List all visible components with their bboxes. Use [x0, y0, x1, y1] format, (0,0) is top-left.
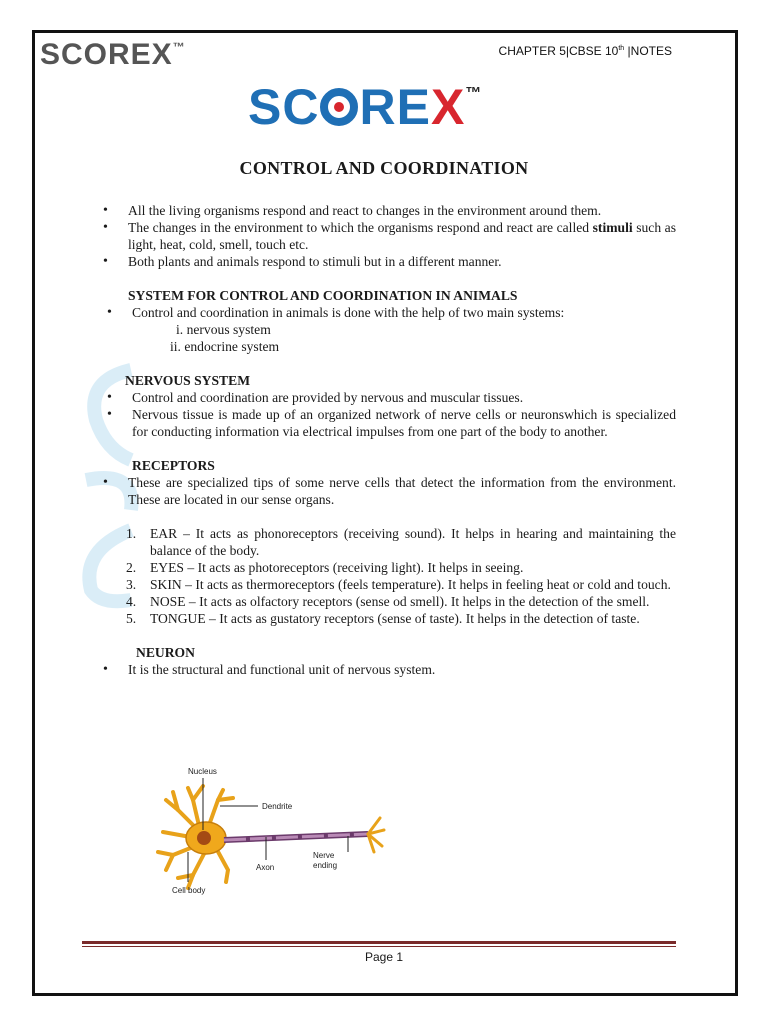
logo-target-icon	[320, 88, 358, 126]
neuron-bullet: • It is the structural and functional unit of nervous system.	[100, 661, 676, 678]
intro-bullet-2	[100, 219, 676, 253]
receptor-item-1	[100, 525, 676, 559]
chapter-prefix: CHAPTER 5|CBSE 10	[498, 44, 619, 58]
receptor-text-2: EYES – It acts as photoreceptors (receiving light). It helps in seeing.	[150, 560, 524, 575]
animals-item-1: i. nervous system	[176, 322, 271, 337]
notes-content	[100, 202, 676, 678]
receptor-item-5	[100, 610, 676, 627]
axon-icon	[224, 834, 368, 840]
intro-bullet-3: • Both plants and animals respond to stimuli but in a different manner.	[100, 253, 676, 270]
intro-bullet-1: • All the living organisms respond and react to changes in the environment around them.	[100, 202, 676, 219]
header-logo	[40, 38, 186, 72]
label-dendrite: Dendrite	[262, 802, 293, 811]
nervous-bullet-1: • Control and coordination are provided by nervous and muscular tissues.	[100, 389, 676, 406]
scorex-logo	[248, 79, 483, 135]
label-axon: Axon	[256, 863, 275, 872]
logo-part-2: RE	[359, 79, 431, 135]
intro-bullet-2-b: such as light, heat, cold, smell, touch etc.	[128, 220, 676, 252]
label-nerve-ending-1: Nerve	[313, 851, 335, 860]
receptor-item-4	[100, 593, 676, 610]
nervous-heading: NERVOUS SYSTEM	[125, 373, 251, 388]
header-logo-tm: ™	[172, 40, 186, 54]
logo-part-1: SC	[248, 79, 320, 135]
footer-rule-thin	[82, 946, 676, 947]
receptor-num-5: 5.	[126, 611, 137, 626]
nucleus-icon	[197, 831, 211, 845]
page-number: Page 1	[364, 950, 404, 964]
animals-bullet: • Control and coordination in animals is done with the help of two main systems:	[100, 304, 676, 321]
receptor-item-2	[100, 559, 676, 576]
nerve-ending-icon	[368, 818, 384, 852]
intro-bullet-2-bold: stimuli	[592, 220, 633, 235]
receptor-num-1: 1.	[126, 526, 137, 541]
logo-part-x: X	[430, 79, 466, 135]
footer-rule	[82, 941, 676, 944]
header-logo-text: SCOREX	[40, 38, 173, 71]
label-nerve-ending-2: ending	[313, 861, 338, 870]
label-cell-body: Cell body	[172, 886, 206, 895]
receptor-num-3: 3.	[126, 577, 137, 592]
intro-bullet-2-a: The changes in the environment to which the organisms respond and react are called	[128, 220, 593, 235]
receptor-text-4: NOSE – It acts as olfactory receptors (sense od smell). It helps in the detection of the smell.	[150, 594, 650, 609]
chapter-label	[499, 44, 672, 58]
receptors-bullet: • These are specialized tips of some nerve cells that detect the information from the environment. These are located in our sense organs.	[100, 474, 676, 508]
receptor-text-5: TONGUE – It acts as gustatory receptors (sense of taste). It helps in the detection of taste.	[150, 611, 640, 626]
animals-item-2: ii. endocrine system	[170, 339, 280, 354]
neuron-heading: NEURON	[136, 645, 195, 660]
document-title: CONTROL AND COORDINATION	[239, 158, 529, 178]
receptor-num-2: 2.	[126, 560, 137, 575]
label-nucleus: Nucleus	[188, 767, 217, 776]
receptors-heading: RECEPTORS	[132, 458, 215, 473]
nervous-bullet-2: • Nervous tissue is made up of an organized network of nerve cells or neuronswhich is specialized for conducting information via electrical impulses from one part of the body to another.	[100, 406, 676, 440]
animals-heading: SYSTEM FOR CONTROL AND COORDINATION IN ANIMALS	[128, 288, 518, 303]
chapter-sup: th	[618, 45, 625, 52]
receptor-text-1: EAR – It acts as phonoreceptors (receiving sound). It helps in hearing and maintaining the balance of the body.	[150, 526, 676, 558]
chapter-suffix: |NOTES	[624, 44, 672, 58]
receptor-text-3: SKIN – It acts as thermoreceptors (feels temperature). It helps in feeling heat or cold and touch.	[150, 577, 671, 592]
receptor-num-4: 4.	[126, 594, 137, 609]
receptor-item-3	[100, 576, 676, 593]
neuron-diagram	[148, 760, 388, 910]
logo-tm: ™	[465, 85, 483, 102]
